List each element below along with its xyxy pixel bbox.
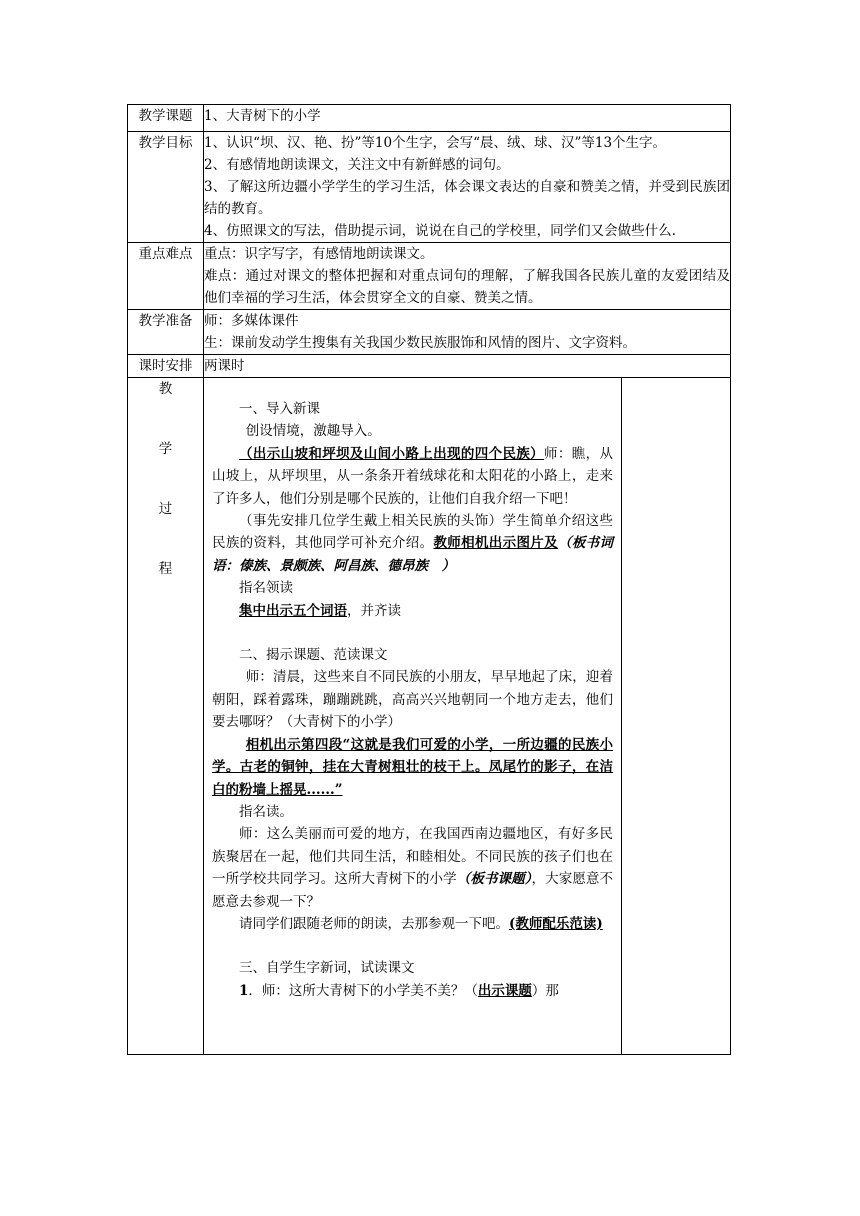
teacher-line: 师：瞧，从山坡上，从坪坝里，从一条条开着绒球花和太阳花的小路上，走来了许多人，他们分别是哪个民族的，让他们自我介绍一下吧！ [212,445,614,507]
arrange-text: （事先安排几位学生戴上相关民族的头饰）学生简单介绍这些民族的资料，其他同学可补充介绍。 [212,513,613,552]
notes-column [622,378,731,1055]
section-1-intro: 创设情境，激趣导入。 [245,423,381,440]
goal-item: 4、仿照课文的写法，借助提示词，说说在自己的学校里，同学们又会做些什么. [204,223,676,239]
spacer [212,622,613,644]
goal-item: 1、认识“坝、汉、艳、扮”等10个生字，会写“晨、绒、球、汉”等13个生字。 [204,135,667,151]
section-2-title: 二、揭示课题、范读课文 [239,647,388,664]
row-title [128,105,731,132]
question-number: 1 [239,982,249,999]
music-reading: (教师配乐范读) [509,915,603,932]
show-five-instruction: 集中出示五个词语 [239,602,347,619]
label-title: 教学课题 [128,105,204,132]
row-process [128,378,731,1055]
label-schedule: 课时安排 [128,355,204,378]
follow-text: 请同学们跟随老师的朗读，去那参观一下吧。 [239,915,509,932]
row-schedule [128,355,731,378]
section-2-read: 指名读。 [239,803,293,820]
section-2-teacher: 师：清晨，这些来自不同民族的小朋友，早早地起了床，迎着朝阳，踩着露珠，蹦蹦跳跳，高高兴兴地朝同一个地方走去，他们要去哪呀？（大青树下的小学） [212,669,613,731]
section-2-teacher-2 [212,823,613,913]
process-content-cell [204,378,622,1055]
label-process [128,378,204,1055]
camera-instruction: 教师相机出示图片及 [433,535,558,552]
show-title: 出示课题 [477,982,532,999]
board-title: （板书课题） [456,871,532,888]
goal-item: 2、有感情地朗读课文，关注文中有新鲜感的词句。 [204,157,510,173]
spacer [212,935,613,957]
process-label-char: 学 [158,441,173,457]
label-goals: 教学目标 [128,132,204,243]
key-points-content [204,243,731,310]
difficulty-text: 难点：通过对课文的整体把握和对重点词句的理解，了解我国各民族儿童的友爱团结及他们幸福的学习生活，体会贯穿全文的自豪、赞美之情。 [204,268,730,306]
section-3-question [212,980,613,1002]
process-content [204,378,621,1054]
prep-student: 生：课前发动学生搜集有关我国少数民族服饰和风情的图片、文字资料。 [204,335,636,351]
goal-item: 3、了解这所边疆小学学生的学习生活，体会课文表达的自豪和赞美之情，并受到民族团结的教育。 [204,179,730,217]
read-lead: 指名领读 [239,580,293,597]
teacher-2a: 师：这么美丽而可爱的地方，在我国西南边疆地区，有好多民族聚居在一起，他们共同生活，和睦相处。不同民族的孩子们也在一所学校共同学习。这所大青树下的小学 [212,826,613,888]
lesson-plan-table [127,104,731,1055]
section-1-title: 一、导入新课 [239,401,320,417]
board-words: （板书词语：傣族、景颇族、阿昌族、德昂族 ） [212,535,614,574]
question-b: ）那 [531,982,559,999]
section-1-arrange [212,510,613,577]
process-label-char: 程 [158,561,173,577]
row-key-points [128,243,731,310]
teacher-2b: ，大家愿意不愿意去参观一下？ [212,871,614,910]
question-a: ．师：这所大青树下的小学美不美？（ [248,982,478,999]
lesson-title: 1、大青树下的小学 [204,105,731,132]
focus-text: 重点：识字写字，有感情地朗读课文。 [204,246,434,262]
process-label-char: 过 [158,501,173,517]
show-instruction: （出示山坡和坪坝及山间小路上出现的四个民族） [239,445,545,462]
goals-content [204,132,731,243]
section-3-title: 三、自学生字新词，试读课文 [239,960,415,977]
show-five-words [212,600,613,622]
row-goals [128,132,731,243]
read-together: ，并齐读 [347,602,401,619]
label-key-points: 重点难点 [128,243,204,310]
section-2-follow [212,913,613,935]
schedule-value: 两课时 [204,355,731,378]
process-label-char: 教 [158,381,173,397]
row-prep [128,310,731,355]
prep-content [204,310,731,355]
prep-teacher: 师：多媒体课件 [204,313,299,329]
section-2-camera: 相机出示第四段“这就是我们可爱的小学，一所边疆的民族小学。古老的铜钟，挂在大青树粗壮的枝干上。凤尾竹的影子，在洁白的粉墙上摇晃......” [212,736,613,798]
section-1-paragraph [212,443,613,510]
label-prep: 教学准备 [128,310,204,355]
